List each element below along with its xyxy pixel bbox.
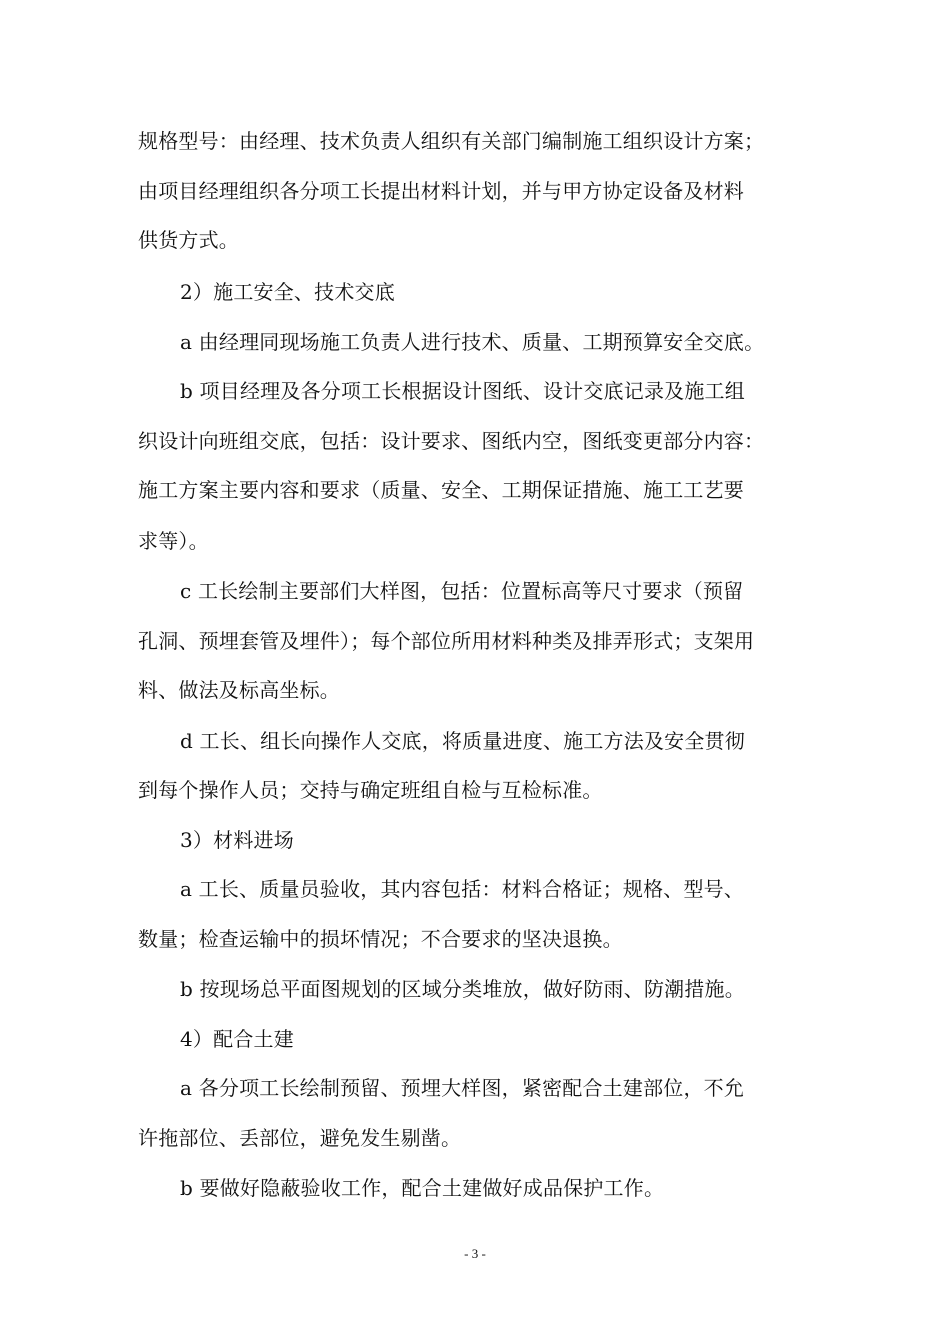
section-heading: 2）施工安全、技术交底: [180, 280, 395, 304]
text-line: a 工长、质量员验收，其内容包括：材料合格证；规格、型号、: [180, 877, 745, 901]
text-line: 孔洞、预埋套管及埋件）；每个部位所用材料种类及排弄形式；支架用: [138, 629, 755, 653]
text-line: 供货方式。: [138, 228, 239, 252]
text-line: 织设计向班组交底，包括：设计要求、图纸内空，图纸变更部分内容：: [138, 429, 765, 453]
page-number: - 3 -: [464, 1246, 486, 1261]
section-heading: 3）材料进场: [180, 828, 294, 852]
text-line: 料、做法及标高坐标。: [138, 678, 340, 702]
text-line: 到每个操作人员；交持与确定班组自检与互检标准。: [138, 778, 603, 802]
text-line: b 要做好隐蔽验收工作，配合土建做好成品保护工作。: [180, 1176, 665, 1200]
text-line: 许拖部位、丢部位，避免发生剔凿。: [138, 1126, 462, 1150]
text-line: 施工方案主要内容和要求（质量、安全、工期保证措施、施工工艺要: [138, 478, 744, 502]
text-line: c 工长绘制主要部们大样图，包括：位置标高等尺寸要求（预留: [180, 579, 744, 603]
text-line: d 工长、组长向操作人交底，将质量进度、施工方法及安全贯彻: [180, 729, 745, 753]
text-line: 求等）。: [138, 529, 209, 553]
section-heading: 4）配合土建: [180, 1027, 294, 1051]
text-line: b 按现场总平面图规划的区域分类堆放，做好防雨、防潮措施。: [180, 977, 745, 1001]
text-line: b 项目经理及各分项工长根据设计图纸、设计交底记录及施工组: [180, 379, 745, 403]
text-line: 数量；检查运输中的损坏情况；不合要求的坚决退换。: [138, 927, 623, 951]
text-line: a 各分项工长绘制预留、预埋大样图，紧密配合土建部位，不允: [180, 1076, 745, 1100]
text-line: 规格型号：由经理、技术负责人组织有关部门编制施工组织设计方案；: [138, 129, 765, 153]
text-line: 由项目经理组织各分项工长提出材料计划，并与甲方协定设备及材料: [138, 179, 744, 203]
text-line: a 由经理同现场施工负责人进行技术、质量、工期预算安全交底。: [180, 330, 765, 354]
